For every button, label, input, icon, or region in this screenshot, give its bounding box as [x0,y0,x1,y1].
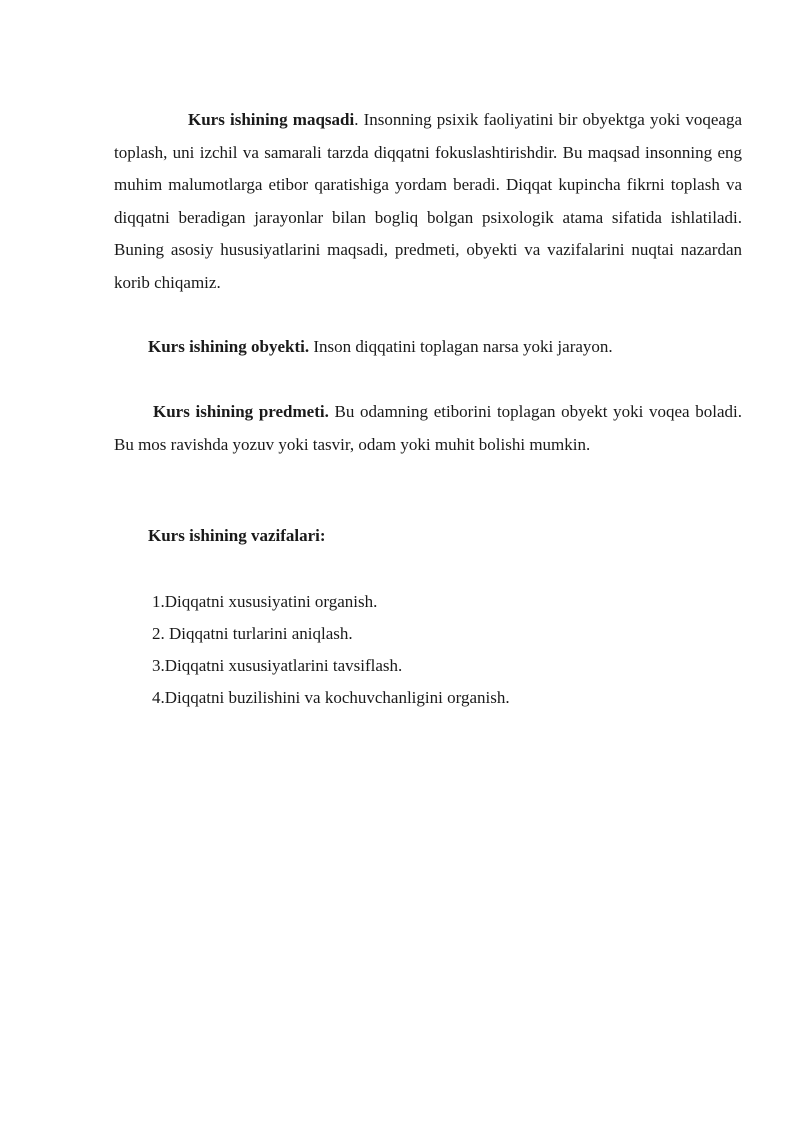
purpose-text: . Insonning psixik faoliyatini bir obyektga yoki voqeaga toplash, uni izchil va samarali tarzda diqqatni fokuslashtirishdir. Bu maqsad insonning eng muhim malumotlarga etibor qaratishiga yordam beradi. Diqqat kupincha fikrni toplash va diqqatni beradigan jarayonlar bilan bogliq bolgan psixologik atama sifatida ishlatiladi. Buning asosiy hususiyatlarini maqsadi, predmeti, obyekti va vazifalarini nuqtai nazardan korib chiqamiz. [114,110,742,292]
tasks-heading: Kurs ishining vazifalari: [148,526,326,545]
tasks-list [152,586,510,714]
list-item: 1.Diqqatni xususiyatini organish. [152,592,378,611]
object-label: Kurs ishining obyekti. [148,337,310,356]
object-paragraph [114,331,742,364]
list-item: 4.Diqqatni buzilishini va kochuvchanligini organish. [152,688,510,707]
list-item: 2. Diqqatni turlarini aniqlash. [152,624,353,643]
purpose-paragraph [114,104,742,300]
purpose-label: Kurs ishining maqsadi [188,110,355,129]
subject-paragraph [114,396,742,461]
subject-text: Bu odamning etiborini toplagan obyekt yoki voqea boladi. Bu mos ravishda yozuv yoki tasvir, odam yoki muhit bolishi mumkin. [114,402,742,454]
subject-label: Kurs ishining predmeti. [153,402,329,421]
list-item: 3.Diqqatni xususiyatlarini tavsiflash. [152,656,403,675]
object-text: Inson diqqatini toplagan narsa yoki jarayon. [309,337,613,356]
